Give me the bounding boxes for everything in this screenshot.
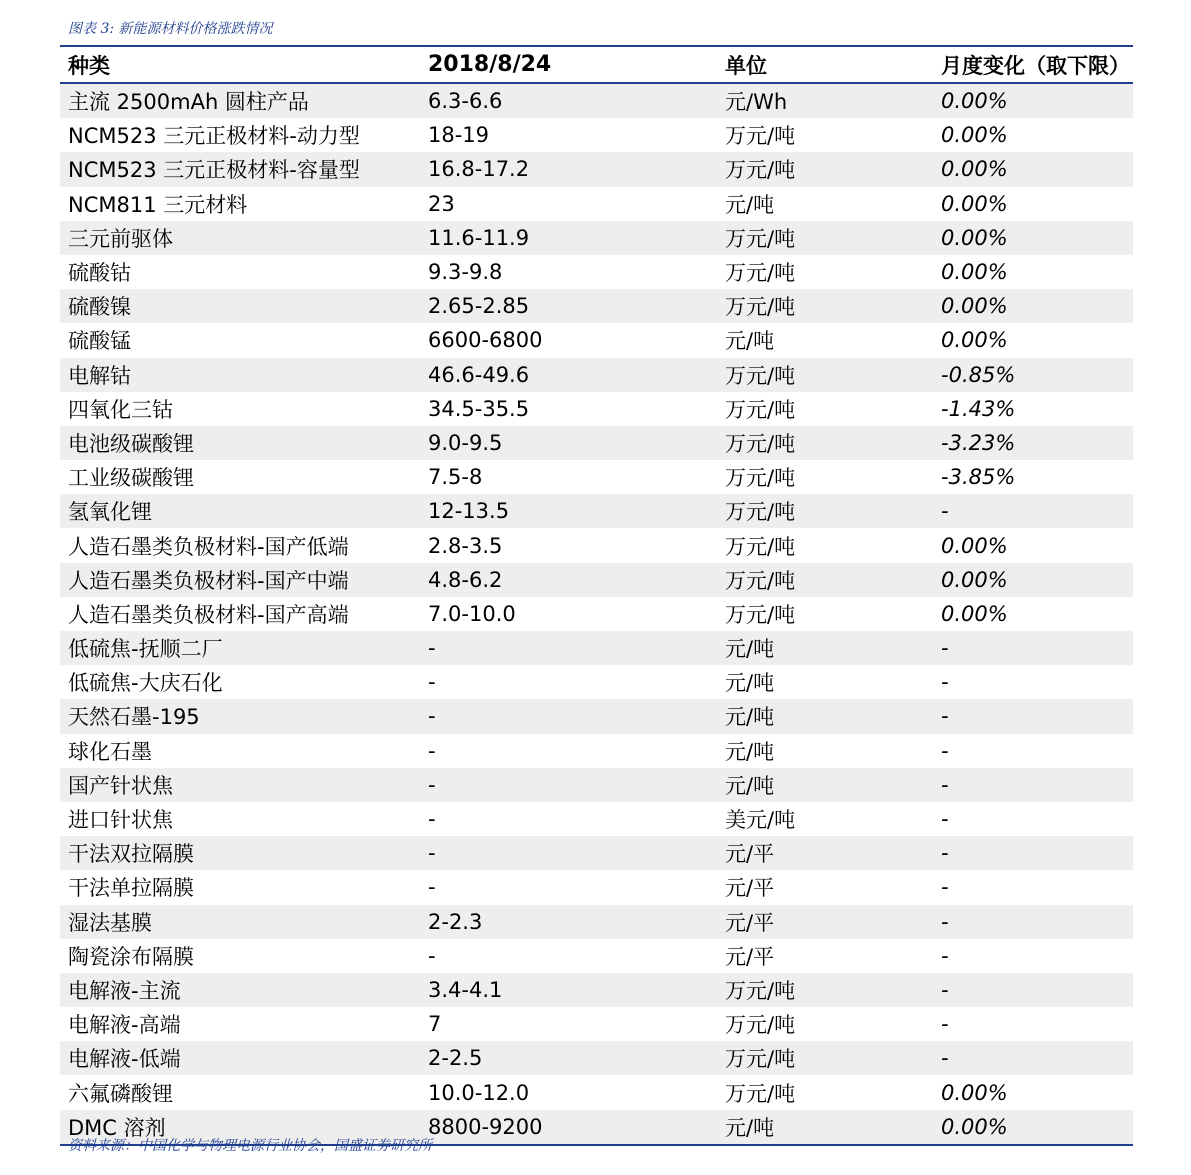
cell-change: 0.00% xyxy=(941,123,1008,148)
cell-category: 低硫焦-大庆石化 xyxy=(68,671,223,696)
cell-unit: 万元/吨 xyxy=(725,261,796,286)
cell-category: 电池级碳酸锂 xyxy=(68,431,194,456)
table-row xyxy=(60,768,1133,802)
table-row xyxy=(60,392,1133,426)
cell-price: 16.8-17.2 xyxy=(428,157,530,182)
cell-change: 0.00% xyxy=(941,1114,1008,1139)
cell-price: 2-2.5 xyxy=(428,1046,483,1071)
cell-unit: 万元/吨 xyxy=(725,500,796,525)
table-row xyxy=(60,152,1133,186)
cell-unit: 元/吨 xyxy=(725,671,775,696)
table-row xyxy=(60,597,1133,631)
cell-change: - xyxy=(941,499,949,524)
table-row xyxy=(60,460,1133,494)
cell-price: - xyxy=(428,841,436,866)
cell-price: 23 xyxy=(428,191,455,216)
cell-price: 12-13.5 xyxy=(428,499,510,524)
cell-change: 0.00% xyxy=(941,157,1008,182)
table-row xyxy=(60,255,1133,289)
table-row xyxy=(60,323,1133,357)
cell-change: -0.85% xyxy=(941,362,1016,387)
cell-category: 六氟磷酸锂 xyxy=(68,1081,173,1106)
table-row xyxy=(60,494,1133,528)
cell-category: NCM523 三元正极材料-动力型 xyxy=(68,124,360,149)
cell-category: 工业级碳酸锂 xyxy=(68,466,194,491)
cell-unit: 元/吨 xyxy=(725,329,775,354)
cell-price: 10.0-12.0 xyxy=(428,1080,530,1105)
table-row xyxy=(60,1007,1133,1041)
cell-price: 11.6-11.9 xyxy=(428,225,530,250)
cell-category: DMC 溶剂 xyxy=(68,1115,166,1140)
cell-price: - xyxy=(428,807,436,832)
cell-change: - xyxy=(941,943,949,968)
cell-category: NCM523 三元正极材料-容量型 xyxy=(68,158,360,183)
cell-price: 46.6-49.6 xyxy=(428,362,530,387)
cell-category: 硫酸钴 xyxy=(68,261,131,286)
cell-unit: 万元/吨 xyxy=(725,978,796,1003)
cell-unit: 元/吨 xyxy=(725,637,775,662)
cell-change: -3.23% xyxy=(941,430,1016,455)
cell-change: - xyxy=(941,841,949,866)
table-row xyxy=(60,665,1133,699)
table-row xyxy=(60,836,1133,870)
cell-unit: 万元/吨 xyxy=(725,363,796,388)
table-row xyxy=(60,187,1133,221)
cell-change: - xyxy=(941,1012,949,1037)
header-monthly-change: 月度变化（取下限） xyxy=(941,53,1130,78)
cell-price: 2.8-3.5 xyxy=(428,533,503,558)
cell-price: - xyxy=(428,772,436,797)
table-row xyxy=(60,118,1133,152)
cell-change: 0.00% xyxy=(941,89,1008,114)
cell-category: 主流 2500mAh 圆柱产品 xyxy=(68,90,309,115)
cell-category: 电解钴 xyxy=(68,363,131,388)
cell-change: - xyxy=(941,807,949,832)
cell-unit: 元/平 xyxy=(725,876,775,901)
cell-unit: 万元/吨 xyxy=(725,568,796,593)
table-row xyxy=(60,802,1133,836)
cell-price: - xyxy=(428,704,436,729)
cell-price: 2-2.3 xyxy=(428,909,483,934)
table-row xyxy=(60,358,1133,392)
cell-category: NCM811 三元材料 xyxy=(68,192,248,217)
cell-unit: 元/平 xyxy=(725,842,775,867)
table-row xyxy=(60,84,1133,118)
cell-unit: 元/吨 xyxy=(725,192,775,217)
cell-price: 34.5-35.5 xyxy=(428,396,530,421)
cell-change: - xyxy=(941,704,949,729)
cell-category: 氢氧化锂 xyxy=(68,500,152,525)
cell-change: - xyxy=(941,738,949,763)
cell-category: 国产针状焦 xyxy=(68,773,173,798)
cell-price: - xyxy=(428,738,436,763)
cell-category: 天然石墨-195 xyxy=(68,705,200,730)
cell-price: 7 xyxy=(428,1012,442,1037)
cell-category: 陶瓷涂布隔膜 xyxy=(68,944,194,969)
cell-price: 7.0-10.0 xyxy=(428,601,516,626)
cell-change: - xyxy=(941,909,949,934)
cell-price: 3.4-4.1 xyxy=(428,977,503,1002)
table-row xyxy=(60,563,1133,597)
header-date: 2018/8/24 xyxy=(428,52,552,77)
cell-change: -1.43% xyxy=(941,396,1016,421)
table-row xyxy=(60,973,1133,1007)
cell-unit: 万元/吨 xyxy=(725,1081,796,1106)
table-row xyxy=(60,905,1133,939)
cell-change: 0.00% xyxy=(941,260,1008,285)
cell-category: 电解液-主流 xyxy=(68,978,181,1003)
table-row xyxy=(60,631,1133,665)
cell-unit: 元/吨 xyxy=(725,1115,775,1140)
cell-category: 四氧化三钴 xyxy=(68,397,173,422)
cell-change: -3.85% xyxy=(941,465,1016,490)
cell-change: - xyxy=(941,1046,949,1071)
cell-unit: 万元/吨 xyxy=(725,466,796,491)
cell-unit: 万元/吨 xyxy=(725,226,796,251)
table-header-row xyxy=(60,47,1133,82)
cell-unit: 元/平 xyxy=(725,944,775,969)
cell-unit: 万元/吨 xyxy=(725,1047,796,1072)
cell-change: - xyxy=(941,977,949,1002)
header-category: 种类 xyxy=(68,53,110,78)
cell-price: 8800-9200 xyxy=(428,1114,543,1139)
cell-category: 干法单拉隔膜 xyxy=(68,876,194,901)
cell-change: 0.00% xyxy=(941,191,1008,216)
cell-price: 9.3-9.8 xyxy=(428,260,503,285)
cell-price: 6600-6800 xyxy=(428,328,543,353)
cell-unit: 万元/吨 xyxy=(725,124,796,149)
cell-unit: 万元/吨 xyxy=(725,534,796,559)
table-row xyxy=(60,734,1133,768)
cell-category: 电解液-低端 xyxy=(68,1047,181,1072)
cell-category: 硫酸镍 xyxy=(68,295,131,320)
cell-change: - xyxy=(941,772,949,797)
cell-change: 0.00% xyxy=(941,328,1008,353)
cell-unit: 万元/吨 xyxy=(725,397,796,422)
figure-caption: 图表 3: 新能源材料价格涨跌情况 xyxy=(68,21,273,37)
table-row xyxy=(60,289,1133,323)
cell-change: 0.00% xyxy=(941,601,1008,626)
cell-change: - xyxy=(941,636,949,661)
cell-category: 干法双拉隔膜 xyxy=(68,842,194,867)
cell-price: 2.65-2.85 xyxy=(428,294,530,319)
source-note: 资料来源：中国化学与物理电源行业协会，国盛证券研究所 xyxy=(68,1138,432,1154)
cell-change: 0.00% xyxy=(941,225,1008,250)
cell-change: 0.00% xyxy=(941,294,1008,319)
cell-change: 0.00% xyxy=(941,567,1008,592)
cell-unit: 万元/吨 xyxy=(725,1013,796,1038)
cell-category: 三元前驱体 xyxy=(68,226,173,251)
table-row xyxy=(60,699,1133,733)
cell-unit: 万元/吨 xyxy=(725,158,796,183)
cell-unit: 元/吨 xyxy=(725,705,775,730)
table-row xyxy=(60,1075,1133,1109)
cell-price: - xyxy=(428,670,436,695)
cell-price: - xyxy=(428,943,436,968)
cell-category: 湿法基膜 xyxy=(68,910,152,935)
cell-unit: 美元/吨 xyxy=(725,808,796,833)
table-row xyxy=(60,1041,1133,1075)
cell-change: - xyxy=(941,670,949,695)
cell-category: 进口针状焦 xyxy=(68,808,173,833)
cell-category: 人造石墨类负极材料-国产中端 xyxy=(68,568,349,593)
cell-unit: 元/平 xyxy=(725,910,775,935)
table-row xyxy=(60,939,1133,973)
cell-change: - xyxy=(941,875,949,900)
cell-price: - xyxy=(428,636,436,661)
cell-price: - xyxy=(428,875,436,900)
cell-category: 人造石墨类负极材料-国产低端 xyxy=(68,534,349,559)
cell-unit: 元/Wh xyxy=(725,90,788,115)
header-unit: 单位 xyxy=(725,53,767,78)
table-row xyxy=(60,426,1133,460)
cell-price: 7.5-8 xyxy=(428,465,483,490)
price-table xyxy=(60,45,1133,1146)
cell-change: 0.00% xyxy=(941,1080,1008,1105)
table-body xyxy=(60,84,1133,1144)
cell-unit: 万元/吨 xyxy=(725,431,796,456)
cell-unit: 万元/吨 xyxy=(725,602,796,627)
cell-category: 电解液-高端 xyxy=(68,1013,181,1038)
cell-price: 6.3-6.6 xyxy=(428,89,503,114)
table-row xyxy=(60,221,1133,255)
cell-category: 低硫焦-抚顺二厂 xyxy=(68,637,223,662)
cell-category: 球化石墨 xyxy=(68,739,152,764)
cell-unit: 元/吨 xyxy=(725,739,775,764)
cell-unit: 万元/吨 xyxy=(725,295,796,320)
table-row xyxy=(60,528,1133,562)
cell-price: 18-19 xyxy=(428,123,490,148)
cell-category: 硫酸锰 xyxy=(68,329,131,354)
cell-price: 9.0-9.5 xyxy=(428,430,503,455)
cell-category: 人造石墨类负极材料-国产高端 xyxy=(68,602,349,627)
cell-change: 0.00% xyxy=(941,533,1008,558)
cell-unit: 元/吨 xyxy=(725,773,775,798)
cell-price: 4.8-6.2 xyxy=(428,567,503,592)
table-row xyxy=(60,870,1133,904)
